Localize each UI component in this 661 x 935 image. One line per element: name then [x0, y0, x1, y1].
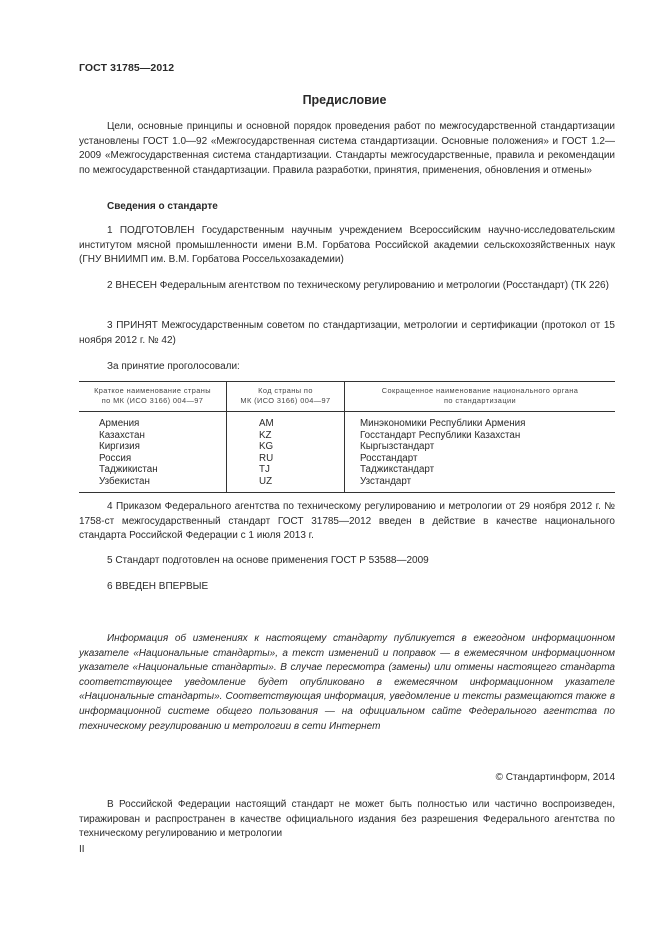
country-cell: Узбекистан	[99, 475, 150, 487]
copyright: © Стандартинформ, 2014	[495, 772, 615, 783]
item-basis: 5 Стандарт подготовлен на основе применения ГОСТ Р 53588—2009	[107, 555, 429, 566]
page-title: Предисловие	[302, 93, 387, 107]
country-cell: Киргизия	[99, 441, 140, 453]
changes-notice: Информация об изменениях к настоящему стандарту публикуется в ежегодном информационном указателе «Национальные стандарты», а текст изменений и поправок — в ежемесячном информационном указателе «Национальные стандарты». В случае пересмотра (замены) или отмены настоящего стандарта соответствующее уведомление будет опубликовано в ежемесячном информационном указателе «Национальные стандарты». Соответствующая информация, уведомление и тексты размещаются также в информационной системе общего пользования — на официальном сайте Федерального агентства по техническому регулированию и метрологии в сети Интернет	[79, 633, 615, 732]
header-country: Краткое наименование страны по МК (ИСО 3166) 004—97	[79, 382, 227, 412]
document-code: ГОСТ 31785—2012	[79, 62, 175, 74]
header-organization: Сокращенное наименование национального органа по стандартизации	[345, 382, 616, 412]
organization-cell: Узстандарт	[360, 475, 412, 487]
item-first-introduced: 6 ВВЕДЕН ВПЕРВЫЕ	[107, 581, 209, 592]
code-cell: UZ	[259, 475, 273, 487]
item-order: 4 Приказом Федерального агентства по техническому регулированию и метрологии от 29 ноября 2012 г. № 1758-ст межгосударственный стандарт ГОСТ 31785—2012 введен в действие в качестве национального стандарта Российской Федерации с 1 июля 2013 г.	[79, 501, 615, 542]
code-cell: AM	[259, 418, 274, 429]
organization-cell: Кыргызстандарт	[360, 441, 435, 453]
table-header-row	[79, 382, 615, 412]
vote-intro: За принятие проголосовали:	[107, 361, 240, 372]
country-cell: Армения	[99, 418, 140, 429]
voting-table	[79, 381, 615, 493]
page-number: II	[79, 844, 85, 855]
organization-cell: Таджикстандарт	[360, 464, 435, 476]
organization-cell: Минэкономики Республики Армения	[360, 418, 526, 429]
standard-info-heading: Сведения о стандарте	[107, 201, 218, 212]
intro-paragraph: Цели, основные принципы и основной порядок проведения работ по межгосударственной стандартизации установлены ГОСТ 1.0—92 «Межгосударственная система стандартизации. Основные положения» и ГОСТ 1.2—2009 «Межгосударственная система стандартизации. Стандарты межгосударственные, правила и рекомендации по межгосударственной стандартизации. Правила разработки, принятия, применения, обновления и отмены»	[79, 121, 615, 176]
table-row	[79, 412, 615, 493]
item-introduced: 2 ВНЕСЕН Федеральным агентством по техническому регулированию и метрологии (Росстандарт) (ТК 226)	[107, 280, 609, 291]
code-cell: KG	[259, 441, 274, 453]
header-code: Код страны по МК (ИСО 3166) 004—97	[227, 382, 345, 412]
rights-notice: В Российской Федерации настоящий стандарт не может быть полностью или частично воспроизведен, тиражирован и распространен в качестве официального издания без разрешения Федерального агентства по техническому регулированию и метрологии	[79, 799, 615, 840]
code-cell: RU	[259, 452, 274, 464]
organization-cell: Росстандарт	[360, 452, 418, 464]
item-prepared: 1 ПОДГОТОВЛЕН Государственным научным учреждением Всероссийским научно-исследовательским институтом мясной промышленности имени В.М. Горбатова Российской академии сельскохозяйственных наук (ГНУ ВНИИМП им. В.М. Горбатова Россельхозакадемии)	[79, 225, 615, 266]
organization-cell: Госстандарт Республики Казахстан	[360, 429, 521, 441]
country-cell: Таджикистан	[99, 464, 158, 476]
country-cell: Казахстан	[99, 429, 145, 441]
country-cell: Россия	[99, 452, 132, 464]
code-cell: TJ	[259, 464, 270, 476]
item-adopted: 3 ПРИНЯТ Межгосударственным советом по стандартизации, метрологии и сертификации (протокол от 15 ноября 2012 г. № 42)	[79, 320, 615, 346]
organization-column	[345, 412, 616, 493]
country-column	[79, 412, 227, 493]
code-cell: KZ	[259, 429, 272, 441]
code-column	[227, 412, 345, 493]
